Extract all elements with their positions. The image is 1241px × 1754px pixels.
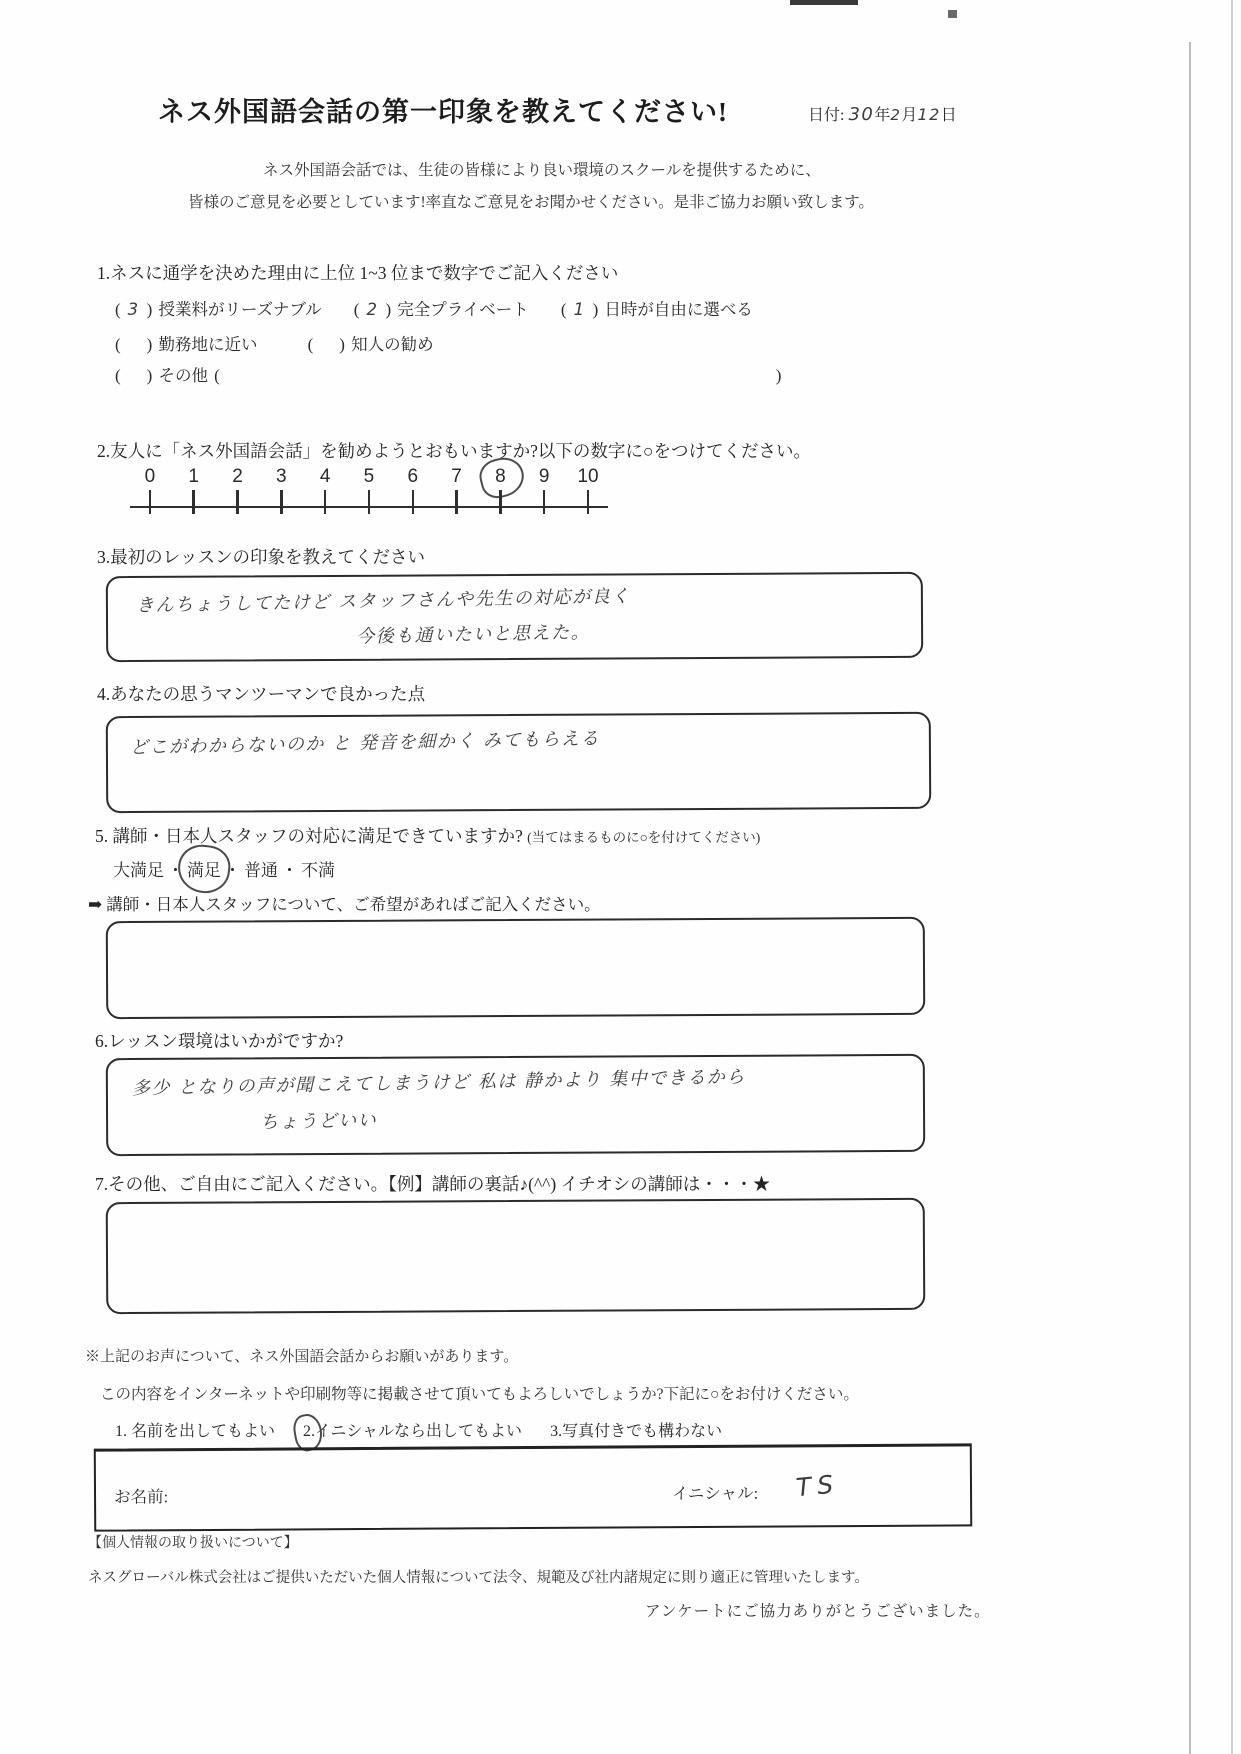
scale-number-1: 1 <box>188 466 199 487</box>
scale-tick <box>455 490 458 514</box>
q6-handwritten-line-1: 多少 となりの声が聞こえてしまうけど 私は 静かより 集中できるから <box>131 1066 746 1100</box>
rank-paren-open: ( <box>115 300 121 319</box>
date-year-handwritten: 30 <box>848 104 875 125</box>
q4-answer-box <box>106 712 931 813</box>
rank-paren-close: ) <box>592 300 599 319</box>
scale-tick <box>236 490 239 514</box>
name-label: お名前: <box>113 1487 169 1507</box>
initial-label: イニシャル: <box>671 1483 759 1504</box>
q1-option-label: 授業料がリーズナブル <box>158 300 322 319</box>
rank-paren-open: ( <box>115 335 121 354</box>
q5-answer-box <box>106 917 926 1019</box>
scale-tick <box>280 490 283 514</box>
q1-option-row-1 <box>113 296 779 320</box>
publish-option-1: 1. 名前を出してもよい <box>115 1423 276 1440</box>
publish-note: ※上記のお声について、ネス外国語会話からお願いがあります。 <box>85 1349 519 1365</box>
question-5-title: 5. 講師・日本人スタッフの対応に満足できていますか? (当てはまるものに○を付けてください) <box>95 826 761 846</box>
question-4-title: 4.あなたの思うマンツーマンで良かった点 <box>97 684 426 704</box>
privacy-text: ネスグローバル株式会社はご提供いただいた個人情報について法令、規範及び社内諸規定に則り適正に管理いたします。 <box>88 1570 869 1586</box>
rank-paren-close: ) <box>146 366 153 385</box>
intro-line-1: ネス外国語会話では、生徒の皆様により良い環境のスクールを提供するために、 <box>263 162 821 179</box>
publish-option-3: 3.写真付きでも構わない <box>550 1423 723 1440</box>
date-year-unit: 年 <box>874 107 891 124</box>
publish-question: この内容をインターネットや印刷物等に掲載させて頂いてもよろしいでしょうか?下記に○をお付けください。 <box>100 1386 859 1403</box>
other-paren-close: ) <box>775 366 782 385</box>
publish-option-2-selected: 2.イニシャルなら出してもよい <box>303 1423 522 1440</box>
q5-option-futsuu: 普通 <box>244 861 278 880</box>
q5-option-daimanzoku: 大満足 <box>113 861 164 880</box>
question-6-title: 6.レッスン環境はいかがですか? <box>95 1031 344 1051</box>
thanks-note: アンケートにご協力ありがとうございました。 <box>645 1603 991 1620</box>
scale-tick <box>192 490 195 514</box>
q3-answer-box <box>106 572 923 662</box>
q5-satisfaction-options: 大満足 ・ 満足 ・ 普通 ・ 不満 <box>113 856 335 881</box>
date-day-unit: 日 <box>940 107 957 124</box>
scale-tick <box>368 490 371 514</box>
rank-value-handwritten: 1 <box>573 300 586 319</box>
scan-edge-line <box>1231 0 1233 1754</box>
intro-line-2: 皆様のご意見を必要としています!率直なご意見をお聞かせください。是非ご協力お願い致します。 <box>188 194 874 211</box>
date-field <box>808 102 957 125</box>
q1-option-row-2 <box>113 331 460 355</box>
scale-tick <box>149 490 152 514</box>
scale-ticks-row <box>128 490 610 518</box>
form-title: ネス外国語会話の第一印象を教えてください! <box>158 97 728 127</box>
date-month-unit: 月 <box>901 107 918 124</box>
initial-value-handwritten: TS <box>794 1469 841 1503</box>
scale-number-3: 3 <box>276 466 287 487</box>
scale-number-9: 9 <box>538 466 550 487</box>
question-1-title: 1.ネスに通学を決めた理由に上位 1~3 位まで数字でご記入ください <box>97 263 619 283</box>
q3-handwritten-line-2: 今後も通いたいと思えた。 <box>355 621 591 648</box>
q6-answer-box <box>106 1054 926 1156</box>
q1-option-label: 知人の勧め <box>351 335 434 354</box>
rank-paren-open: ( <box>307 335 314 354</box>
q3-handwritten-line-1: きんちょうしてたけど スタッフさんや先生の対応が良く <box>135 585 631 617</box>
q1-option <box>306 335 434 354</box>
question-7-title: 7.その他、ご自由にご記入ください。【例】講師の裏話♪(^^) イチオシの講師は・・・★ <box>95 1174 771 1194</box>
scan-artifact-dot <box>948 10 957 18</box>
publish-options-row <box>115 1418 746 1441</box>
date-label: 日付: <box>808 107 845 124</box>
date-month-handwritten: 2 <box>890 106 902 124</box>
scale-axis-line <box>130 506 608 508</box>
q1-option-row-3 <box>113 362 783 386</box>
q5-option-fuman: 不満 <box>301 861 335 880</box>
other-paren-open: ( <box>214 366 220 385</box>
q1-option-label: 完全プライベート <box>397 300 529 319</box>
question-3-title: 3.最初のレッスンの印象を教えてください <box>97 547 425 567</box>
scan-artifact-top <box>790 0 858 5</box>
scale-number-8-selected: 8 <box>479 466 523 488</box>
q6-handwritten-line-2: ちょうどいい <box>259 1109 378 1134</box>
q1-option <box>113 366 208 385</box>
question-2-title: 2.友人に「ネス外国語会話」を勧めようとおもいますか?以下の数字に○をつけてください。 <box>97 441 811 461</box>
q1-option-label: その他 <box>158 366 208 385</box>
q5-option-manzoku-selected: 満足 <box>187 856 221 881</box>
q1-option-label: 勤務地に近い <box>158 335 258 354</box>
rank-paren-open: ( <box>560 300 567 319</box>
q4-handwritten-line-1: どこがわからないのか と 発音を細かく みてもらえる <box>129 728 601 759</box>
scale-tick <box>543 490 546 514</box>
name-box <box>94 1443 972 1531</box>
date-day-handwritten: 12 <box>917 105 941 124</box>
scale-number-0: 0 <box>144 466 156 487</box>
scale-tick <box>412 490 415 514</box>
q5-followup-prompt: ➡ 講師・日本人スタッフについて、ご希望があればご記入ください。 <box>88 895 601 914</box>
nps-scale <box>128 466 610 518</box>
rank-paren-open: ( <box>353 300 360 319</box>
rank-value-handwritten: 2 <box>366 300 379 319</box>
scale-number-2: 2 <box>232 466 243 487</box>
privacy-heading: 【個人情報の取り扱いについて】 <box>88 1536 298 1551</box>
q1-option <box>113 300 322 319</box>
rank-value-handwritten: 3 <box>127 300 140 319</box>
rank-paren-close: ) <box>385 300 392 319</box>
scale-number-10: 10 <box>577 466 599 487</box>
q1-option <box>352 300 529 319</box>
rank-paren-open: ( <box>115 366 121 385</box>
scale-tick <box>587 490 590 514</box>
q1-option-label: 日時が自由に選べる <box>604 300 753 319</box>
scale-number-5: 5 <box>363 466 375 487</box>
rank-paren-close: ) <box>146 335 153 354</box>
q7-answer-box <box>106 1198 926 1314</box>
scale-number-4: 4 <box>319 466 331 487</box>
scale-tick <box>324 490 327 514</box>
paper-edge-line <box>1189 42 1191 1754</box>
rank-paren-close: ) <box>146 300 153 319</box>
scale-number-6: 6 <box>407 466 419 487</box>
right-arrow-icon: ➡ <box>88 895 103 914</box>
q1-option <box>113 335 257 354</box>
question-5-note: (当てはまるものに○を付けてください) <box>527 830 761 845</box>
scale-tick <box>499 490 502 514</box>
scale-number-7: 7 <box>451 466 462 487</box>
rank-paren-close: ) <box>339 335 345 354</box>
q1-option <box>559 300 753 319</box>
scale-numbers-row <box>128 466 610 488</box>
